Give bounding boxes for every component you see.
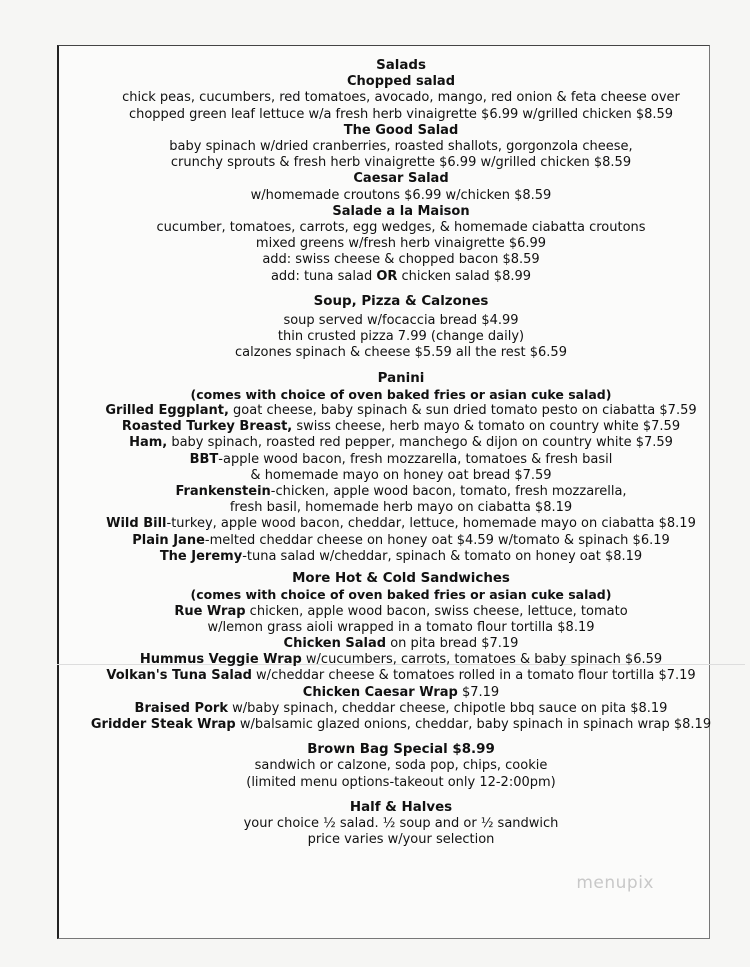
sandwich-item bbox=[57, 636, 745, 652]
brown-bag-line-1: sandwich or calzone, soda pop, chips, cookie bbox=[254, 758, 548, 774]
sandwich-item-desc: chicken, apple wood bacon, swiss cheese, lettuce, tomato bbox=[245, 603, 628, 619]
panini-item-name: Roasted Turkey Breast, bbox=[121, 419, 293, 435]
chopped-salad-desc-2: chopped green leaf lettuce w/a fresh herb vinaigrette $6.99 w/grilled chicken $8.59 bbox=[128, 106, 674, 122]
sandwiches-note: (comes with choice of oven baked fries or asian cuke salad) bbox=[190, 587, 612, 603]
maison-salad-desc-3: add: swiss cheese & chopped bacon $8.59 bbox=[262, 252, 540, 268]
sandwich-item-name: Braised Pork bbox=[134, 700, 228, 716]
watermark: menupix bbox=[576, 873, 654, 893]
panini-item-desc: -turkey, apple wood bacon, cheddar, lettuce, homemade mayo on ciabatta $8.19 bbox=[166, 516, 696, 532]
panini-item-name: Plain Jane bbox=[132, 532, 205, 548]
brown-bag-heading: Brown Bag Special $8.99 bbox=[307, 742, 495, 758]
sandwich-item-desc-2: w/lemon grass aioli wrapped in a tomato flour tortilla $8.19 bbox=[207, 619, 595, 635]
panini-item-name: Grilled Eggplant, bbox=[105, 403, 229, 419]
good-salad-name: The Good Salad bbox=[343, 122, 459, 138]
sandwich-item-desc: w/cheddar cheese & tomatoes rolled in a tomato flour tortilla $7.19 bbox=[251, 668, 696, 684]
panini-item-desc: baby spinach, roasted red pepper, manchego & dijon on country white $7.59 bbox=[167, 435, 673, 451]
maison-add-label: add: tuna salad bbox=[270, 268, 377, 284]
menu-content bbox=[57, 58, 745, 848]
panini-item-desc: swiss cheese, herb mayo & tomato on country white $7.59 bbox=[292, 419, 681, 435]
brown-bag-line-2: (limited menu options-takeout only 12-2:00pm) bbox=[246, 774, 556, 790]
sandwich-item-desc: w/cucumbers, carrots, tomatoes & baby spinach $6.59 bbox=[301, 652, 663, 668]
panini-item-desc-2: fresh basil, homemade herb mayo on ciabatta $8.19 bbox=[229, 500, 573, 516]
maison-salad-name: Salade a la Maison bbox=[332, 203, 470, 219]
panini-item-desc: -tuna salad w/cheddar, spinach & tomato on honey oat $8.19 bbox=[242, 548, 643, 564]
caesar-salad-name: Caesar Salad bbox=[353, 171, 449, 187]
sandwich-item bbox=[57, 604, 745, 620]
sandwich-list bbox=[57, 604, 745, 734]
panini-item-desc: -apple wood bacon, fresh mozzarella, tomatoes & fresh basil bbox=[218, 451, 613, 467]
panini-item-name: Wild Bill bbox=[106, 516, 167, 532]
caesar-salad-desc: w/homemade croutons $6.99 w/chicken $8.59 bbox=[250, 187, 552, 203]
panini-item-desc: -melted cheddar cheese on honey oat $4.59 w/tomato & spinach $6.19 bbox=[204, 532, 670, 548]
good-salad-desc-1: baby spinach w/dried cranberries, roasted shallots, gorgonzola cheese, bbox=[169, 139, 633, 155]
maison-or: OR bbox=[376, 268, 398, 284]
salads-heading: Salads bbox=[376, 58, 426, 73]
chopped-salad-name: Chopped salad bbox=[346, 74, 456, 90]
panini-item bbox=[57, 533, 745, 549]
half-heading: Half & Halves bbox=[349, 799, 453, 815]
sandwich-item bbox=[57, 717, 745, 733]
sandwich-item bbox=[57, 668, 745, 684]
half-line-1: your choice ½ salad. ½ soup and or ½ sandwich bbox=[243, 815, 559, 831]
sandwiches-heading: More Hot & Cold Sandwiches bbox=[292, 571, 510, 587]
panini-item bbox=[57, 419, 745, 435]
soup-line-3: calzones spinach & cheese $5.59 all the rest $6.59 bbox=[235, 345, 567, 361]
panini-item-name: Ham, bbox=[129, 435, 168, 451]
sandwich-item-desc: on pita bread $7.19 bbox=[386, 635, 519, 651]
panini-item bbox=[57, 403, 745, 419]
sandwich-item-name: Hummus Veggie Wrap bbox=[139, 652, 302, 668]
chopped-salad-desc-1: chick peas, cucumbers, red tomatoes, avocado, mango, red onion & feta cheese over bbox=[122, 90, 680, 106]
maison-salad-desc-4 bbox=[57, 269, 745, 285]
panini-item-name: The Jeremy bbox=[159, 548, 243, 564]
sandwich-item-desc: w/baby spinach, cheddar cheese, chipotle bbq sauce on pita $8.19 bbox=[227, 700, 668, 716]
sandwich-item-name: Chicken Caesar Wrap bbox=[302, 684, 458, 700]
soup-line-2: thin crusted pizza 7.99 (change daily) bbox=[277, 329, 525, 345]
panini-item bbox=[57, 516, 745, 532]
panini-heading: Panini bbox=[377, 370, 425, 386]
panini-item-desc: -chicken, apple wood bacon, tomato, fresh mozzarella, bbox=[270, 484, 627, 500]
sandwich-item-name: Rue Wrap bbox=[174, 603, 246, 619]
sandwich-item-name: Gridder Steak Wrap bbox=[90, 716, 236, 732]
panini-item-desc: goat cheese, baby spinach & sun dried tomato pesto on ciabatta $7.59 bbox=[228, 403, 697, 419]
soup-line-1: soup served w/focaccia bread $4.99 bbox=[283, 313, 519, 329]
panini-item bbox=[57, 452, 745, 468]
panini-item-desc-2: & homemade mayo on honey oat bread $7.59 bbox=[250, 467, 552, 483]
soup-heading: Soup, Pizza & Calzones bbox=[313, 293, 489, 309]
sandwich-item bbox=[57, 701, 745, 717]
maison-salad-desc-2: mixed greens w/fresh herb vinaigrette $6.99 bbox=[255, 236, 547, 252]
panini-note: (comes with choice of oven baked fries or asian cuke salad) bbox=[190, 386, 612, 402]
sandwich-item bbox=[57, 652, 745, 668]
sandwich-item bbox=[57, 685, 745, 701]
panini-item bbox=[57, 435, 745, 451]
maison-add-rest: chicken salad $8.99 bbox=[397, 268, 532, 284]
good-salad-desc-2: crunchy sprouts & fresh herb vinaigrette $6.99 w/grilled chicken $8.59 bbox=[170, 155, 632, 171]
maison-salad-desc-1: cucumber, tomatoes, carrots, egg wedges, & homemade ciabatta croutons bbox=[156, 220, 646, 236]
sandwich-item-name: Chicken Salad bbox=[283, 635, 387, 651]
half-line-2: price varies w/your selection bbox=[307, 832, 495, 848]
panini-item bbox=[57, 484, 745, 500]
panini-item-name: BBT bbox=[189, 451, 219, 467]
panini-item bbox=[57, 549, 745, 565]
sandwich-item-name: Volkan's Tuna Salad bbox=[106, 668, 252, 684]
panini-list bbox=[57, 403, 745, 565]
panini-item-name: Frankenstein bbox=[175, 484, 271, 500]
sandwich-item-desc: $7.19 bbox=[457, 684, 500, 700]
sandwich-item-desc: w/balsamic glazed onions, cheddar, baby spinach in spinach wrap $8.19 bbox=[235, 716, 712, 732]
